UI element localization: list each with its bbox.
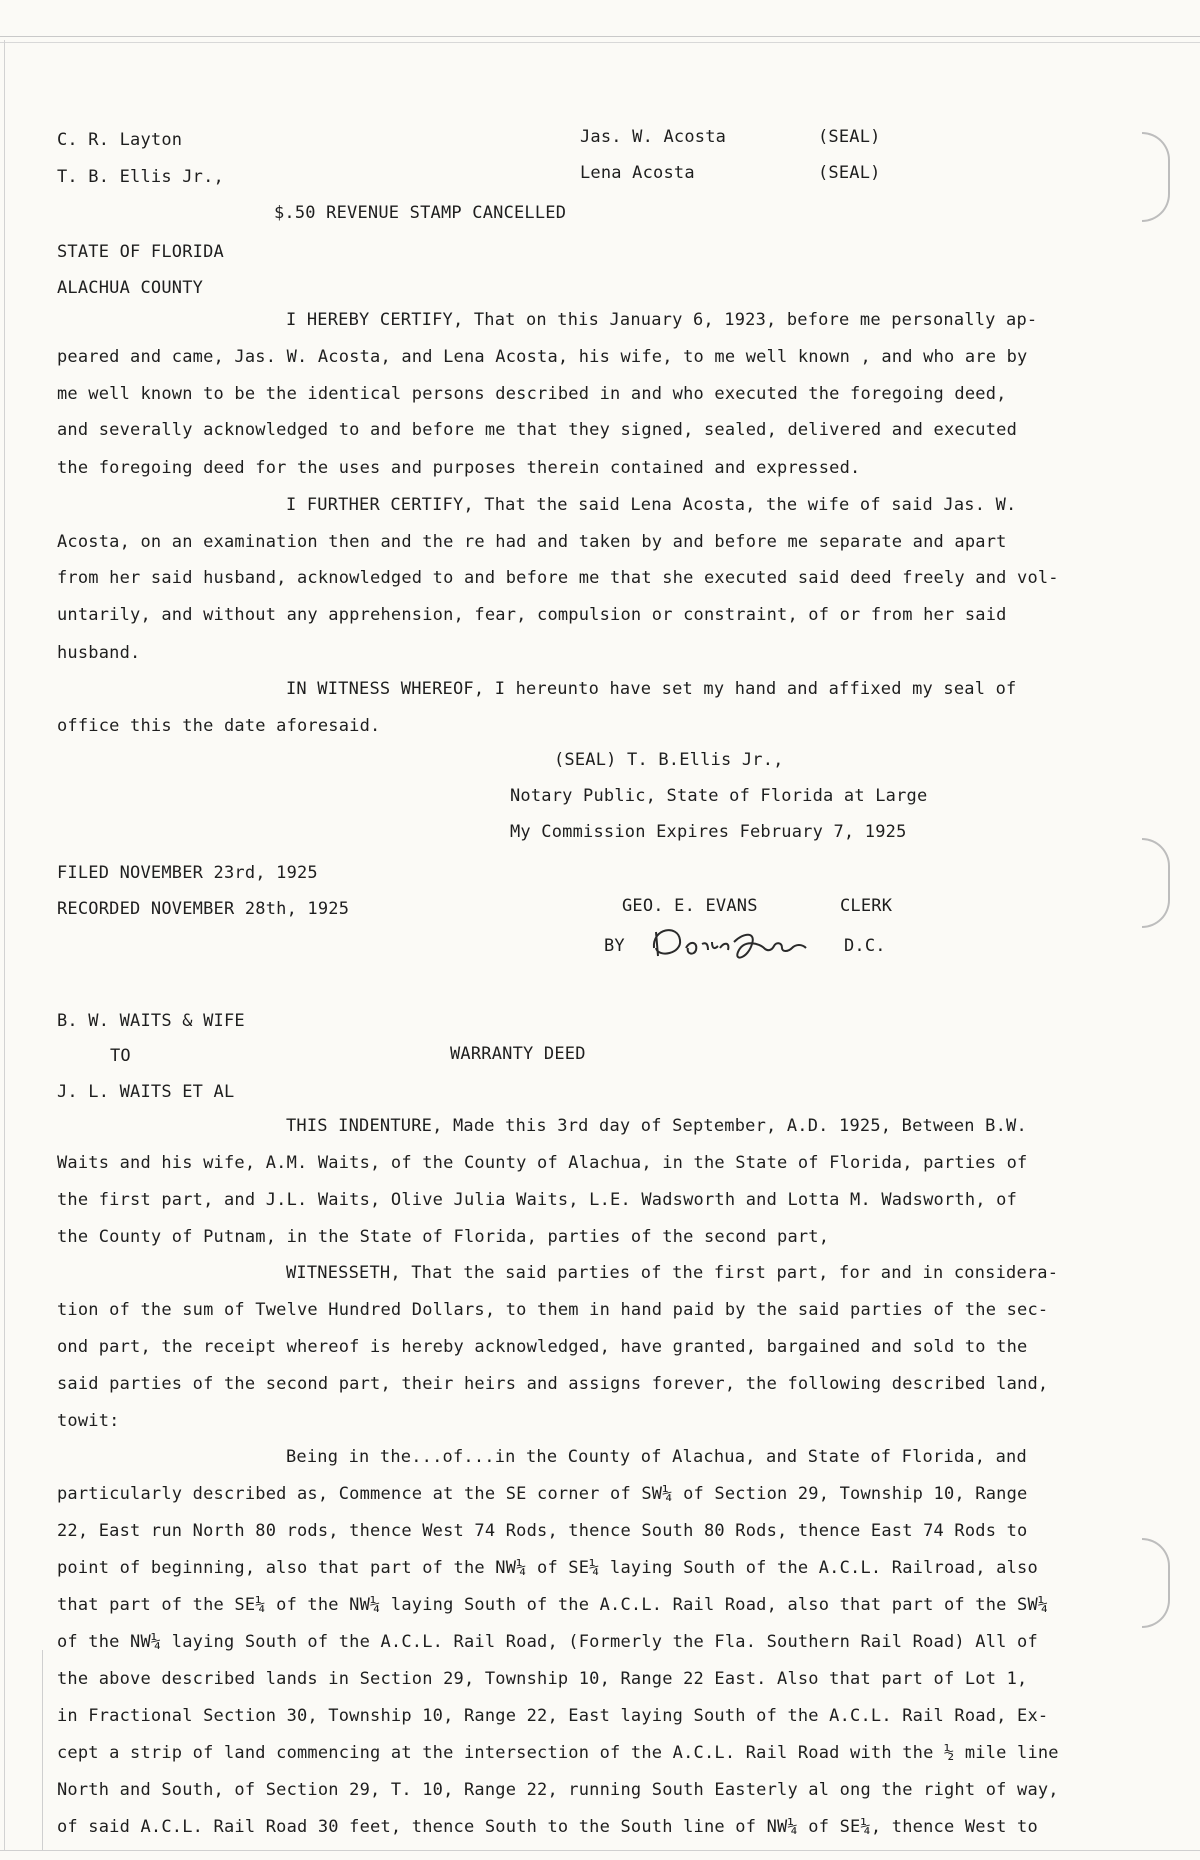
page-left-border — [4, 40, 5, 1850]
venue-state: STATE OF FLORIDA — [57, 242, 224, 262]
deed-body-line: point of beginning, also that part of the NW¼ of SE¼ laying South of the A.C.L. Railroad, also — [57, 1558, 1038, 1578]
deed-body-line: of the NW¼ laying South of the A.C.L. Rail Road, (Formerly the Fla. Southern Rail Road) All of — [57, 1632, 1038, 1652]
deed-title: WARRANTY DEED — [450, 1044, 586, 1064]
deed-body-line: North and South, of Section 29, T. 10, Range 22, running South Easterly al ong the right of way, — [57, 1780, 1059, 1800]
deed-body-line: the first part, and J.L. Waits, Olive Julia Waits, L.E. Wadsworth and Lotta M. Wadsworth, of — [57, 1190, 1018, 1210]
binder-hole-icon — [1142, 1538, 1170, 1628]
acknowledgment-line: IN WITNESS WHEREOF, I hereunto have set my hand and affixed my seal of — [286, 679, 1017, 699]
acknowledgment-line: husband. — [57, 643, 141, 663]
deed-body-line: in Fractional Section 30, Township 10, Range 22, East laying South of the A.C.L. Rail Road, Ex- — [57, 1706, 1049, 1726]
deed-body-line: cept a strip of land commencing at the intersection of the A.C.L. Rail Road with the ½ mile line — [57, 1743, 1059, 1763]
notary-line: Notary Public, State of Florida at Large — [510, 786, 928, 806]
acknowledgment-line: I HEREBY CERTIFY, That on this January 6, 1923, before me personally ap- — [286, 310, 1038, 330]
acknowledgment-line: Acosta, on an examination then and the re had and taken by and before me separate and apart — [57, 532, 1007, 552]
deed-grantor: B. W. WAITS & WIFE — [57, 1011, 245, 1031]
deed-body-line: towit: — [57, 1411, 120, 1431]
deed-to: TO — [110, 1046, 131, 1066]
acknowledgment-line: from her said husband, acknowledged to and before me that she executed said deed freely and vol- — [57, 568, 1059, 588]
deed-body-line: particularly described as, Commence at the SE corner of SW¼ of Section 29, Township 10, Range — [57, 1484, 1028, 1504]
filed-date: FILED NOVEMBER 23rd, 1925 — [57, 863, 318, 883]
notary-line: (SEAL) T. B.Ellis Jr., — [554, 750, 784, 770]
clerk-title: CLERK — [840, 896, 893, 916]
deed-body-line: of said A.C.L. Rail Road 30 feet, thence South to the South line of NW¼ of SE¼, thence West to — [57, 1817, 1038, 1837]
acknowledgment-line: office this the date aforesaid. — [57, 716, 381, 736]
deed-body-line: that part of the SE¼ of the NW¼ laying South of the A.C.L. Rail Road, also that part of the SW¼ — [57, 1595, 1049, 1615]
stamp-note: $.50 REVENUE STAMP CANCELLED — [274, 203, 567, 223]
acknowledgment-line: and severally acknowledged to and before me that they signed, sealed, delivered and executed — [57, 420, 1018, 440]
binder-hole-icon — [1142, 838, 1170, 928]
deed-body-line: WITNESSETH, That the said parties of the first part, for and in considera- — [286, 1263, 1059, 1283]
deed-body-line: Being in the...of...in the County of Alachua, and State of Florida, and — [286, 1447, 1027, 1467]
acknowledgment-line: I FURTHER CERTIFY, That the said Lena Acosta, the wife of said Jas. W. — [286, 495, 1017, 515]
grantor-name: Lena Acosta — [580, 163, 695, 183]
acknowledgment-line: untarily, and without any apprehension, fear, compulsion or constraint, of or from her said — [57, 605, 1007, 625]
deed-body-line: the above described lands in Section 29, Township 10, Range 22 East. Also that part of Lot 1, — [57, 1669, 1028, 1689]
binder-hole-icon — [1142, 132, 1170, 222]
deed-body-line: said parties of the second part, their heirs and assigns forever, the following described land, — [57, 1374, 1049, 1394]
venue-county: ALACHUA COUNTY — [57, 278, 204, 298]
deputy-clerk-label: D.C. — [844, 936, 886, 956]
acknowledgment-line: me well known to be the identical persons described in and who executed the foregoing deed, — [57, 384, 1007, 404]
deed-body-line: 22, East run North 80 rods, thence West 74 Rods, thence South 80 Rods, thence East 74 Rods to — [57, 1521, 1028, 1541]
page-top-border — [0, 36, 1200, 43]
page-bottom-border — [0, 1850, 1200, 1851]
handwritten-signature — [648, 918, 818, 966]
witness-name: C. R. Layton — [57, 130, 183, 150]
notary-line: My Commission Expires February 7, 1925 — [510, 822, 907, 842]
seal-mark: (SEAL) — [818, 127, 881, 147]
deed-body-line: THIS INDENTURE, Made this 3rd day of September, A.D. 1925, Between B.W. — [286, 1116, 1027, 1136]
recorded-date: RECORDED NOVEMBER 28th, 1925 — [57, 899, 350, 919]
clerk-name: GEO. E. EVANS — [622, 896, 758, 916]
page-left-border-lower — [42, 1650, 43, 1850]
grantor-name: Jas. W. Acosta — [580, 127, 727, 147]
deed-body-line: Waits and his wife, A.M. Waits, of the County of Alachua, in the State of Florida, parties of — [57, 1153, 1028, 1173]
acknowledgment-line: peared and came, Jas. W. Acosta, and Lena Acosta, his wife, to me well known , and who are by — [57, 347, 1028, 367]
witness-name: T. B. Ellis Jr., — [57, 167, 224, 187]
deed-body-line: the County of Putnam, in the State of Florida, parties of the second part, — [57, 1227, 830, 1247]
by-label: BY — [604, 936, 625, 956]
seal-mark: (SEAL) — [818, 163, 881, 183]
deed-grantee: J. L. WAITS ET AL — [57, 1082, 235, 1102]
deed-body-line: tion of the sum of Twelve Hundred Dollars, to them in hand paid by the said parties of the sec- — [57, 1300, 1049, 1320]
deed-body-line: ond part, the receipt whereof is hereby acknowledged, have granted, bargained and sold to the — [57, 1337, 1028, 1357]
acknowledgment-line: the foregoing deed for the uses and purposes therein contained and expressed. — [57, 458, 861, 478]
